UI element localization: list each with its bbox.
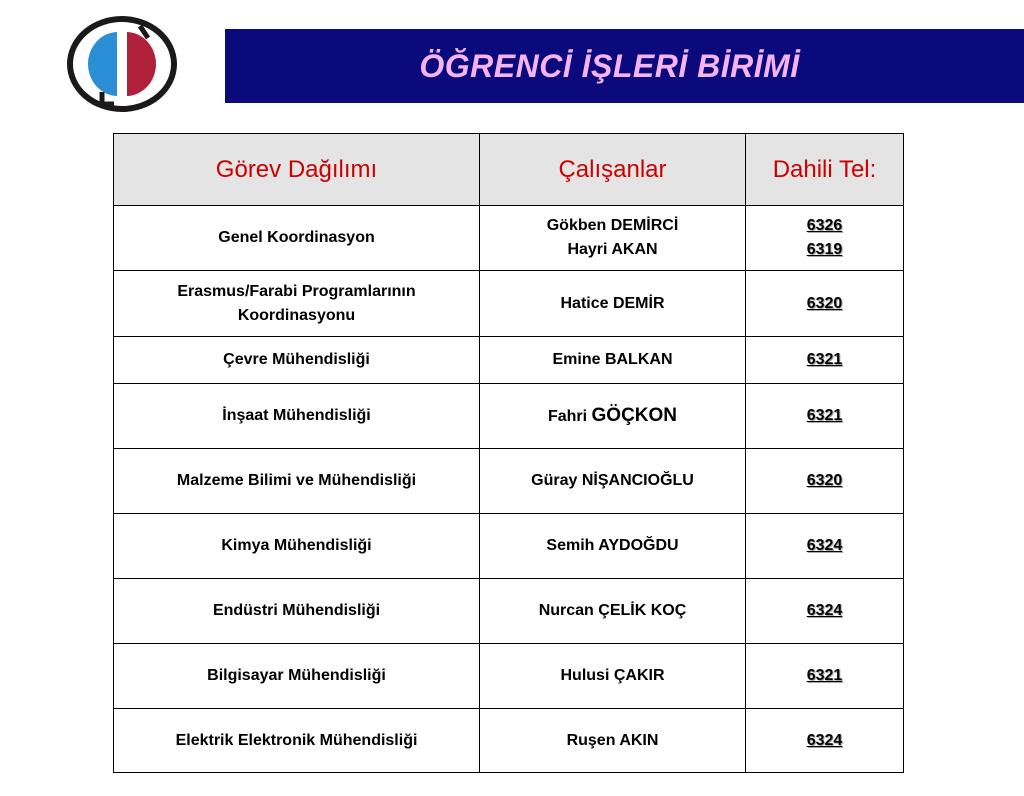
extension-cell — [746, 709, 904, 773]
extension-cell — [746, 206, 904, 271]
table-header-row — [114, 134, 904, 206]
staff-name: Hayri AKAN — [567, 241, 658, 258]
university-logo-icon — [62, 12, 182, 112]
staff-cell: Semih AYDOĞDU — [480, 514, 746, 579]
staff-first-name: Fahri — [547, 407, 588, 425]
extension-cell — [746, 271, 904, 337]
extension-number: 6319 — [806, 241, 843, 258]
extension-number: 6320 — [806, 472, 843, 489]
extension-number: 6321 — [806, 407, 843, 424]
task-cell: Endüstri Mühendisliği — [114, 579, 480, 644]
table-row — [114, 579, 904, 644]
page-title: ÖĞRENCİ İŞLERİ BİRİMİ — [419, 47, 800, 84]
table-row — [114, 644, 904, 709]
extension-number: 6321 — [806, 667, 843, 684]
column-header-extension: Dahili Tel: — [746, 134, 904, 206]
extension-cell — [746, 514, 904, 579]
extension-cell — [746, 337, 904, 384]
task-cell: Çevre Mühendisliği — [114, 337, 480, 384]
staff-cell: Ruşen AKIN — [480, 709, 746, 773]
extension-cell — [746, 579, 904, 644]
table-row — [114, 206, 904, 271]
task-cell: Elektrik Elektronik Mühendisliği — [114, 709, 480, 773]
column-header-task: Görev Dağılımı — [114, 134, 480, 206]
staff-cell: Güray NİŞANCIOĞLU — [480, 449, 746, 514]
table-row — [114, 514, 904, 579]
extension-cell — [746, 384, 904, 449]
table-row — [114, 384, 904, 449]
staff-table — [113, 133, 904, 773]
task-cell: Kimya Mühendisliği — [114, 514, 480, 579]
staff-name: Gökben DEMİRCİ — [546, 217, 679, 234]
task-cell: Malzeme Bilimi ve Mühendisliği — [114, 449, 480, 514]
staff-cell — [480, 206, 746, 271]
extension-number: 6326 — [806, 217, 843, 234]
title-bar — [225, 29, 1024, 103]
staff-cell: Nurcan ÇELİK KOÇ — [480, 579, 746, 644]
task-cell: Bilgisayar Mühendisliği — [114, 644, 480, 709]
extension-cell — [746, 449, 904, 514]
task-cell: Erasmus/Farabi Programlarının Koordinasyonu — [114, 271, 480, 337]
staff-cell: Emine BALKAN — [480, 337, 746, 384]
staff-cell: Hulusi ÇAKIR — [480, 644, 746, 709]
extension-number: 6324 — [806, 731, 843, 749]
extension-number: 6321 — [806, 351, 843, 368]
task-cell: Genel Koordinasyon — [114, 206, 480, 271]
table-row — [114, 271, 904, 337]
extension-number: 6320 — [806, 294, 843, 312]
column-header-staff: Çalışanlar — [480, 134, 746, 206]
extension-number: 6324 — [806, 602, 843, 619]
extension-number: 6324 — [806, 537, 843, 554]
staff-cell — [480, 384, 746, 449]
extension-cell — [746, 644, 904, 709]
table-row — [114, 449, 904, 514]
staff-cell: Hatice DEMİR — [480, 271, 746, 337]
staff-last-name: GÖÇKON — [591, 404, 678, 426]
task-cell: İnşaat Mühendisliği — [114, 384, 480, 449]
table-row — [114, 337, 904, 384]
table-row — [114, 709, 904, 773]
